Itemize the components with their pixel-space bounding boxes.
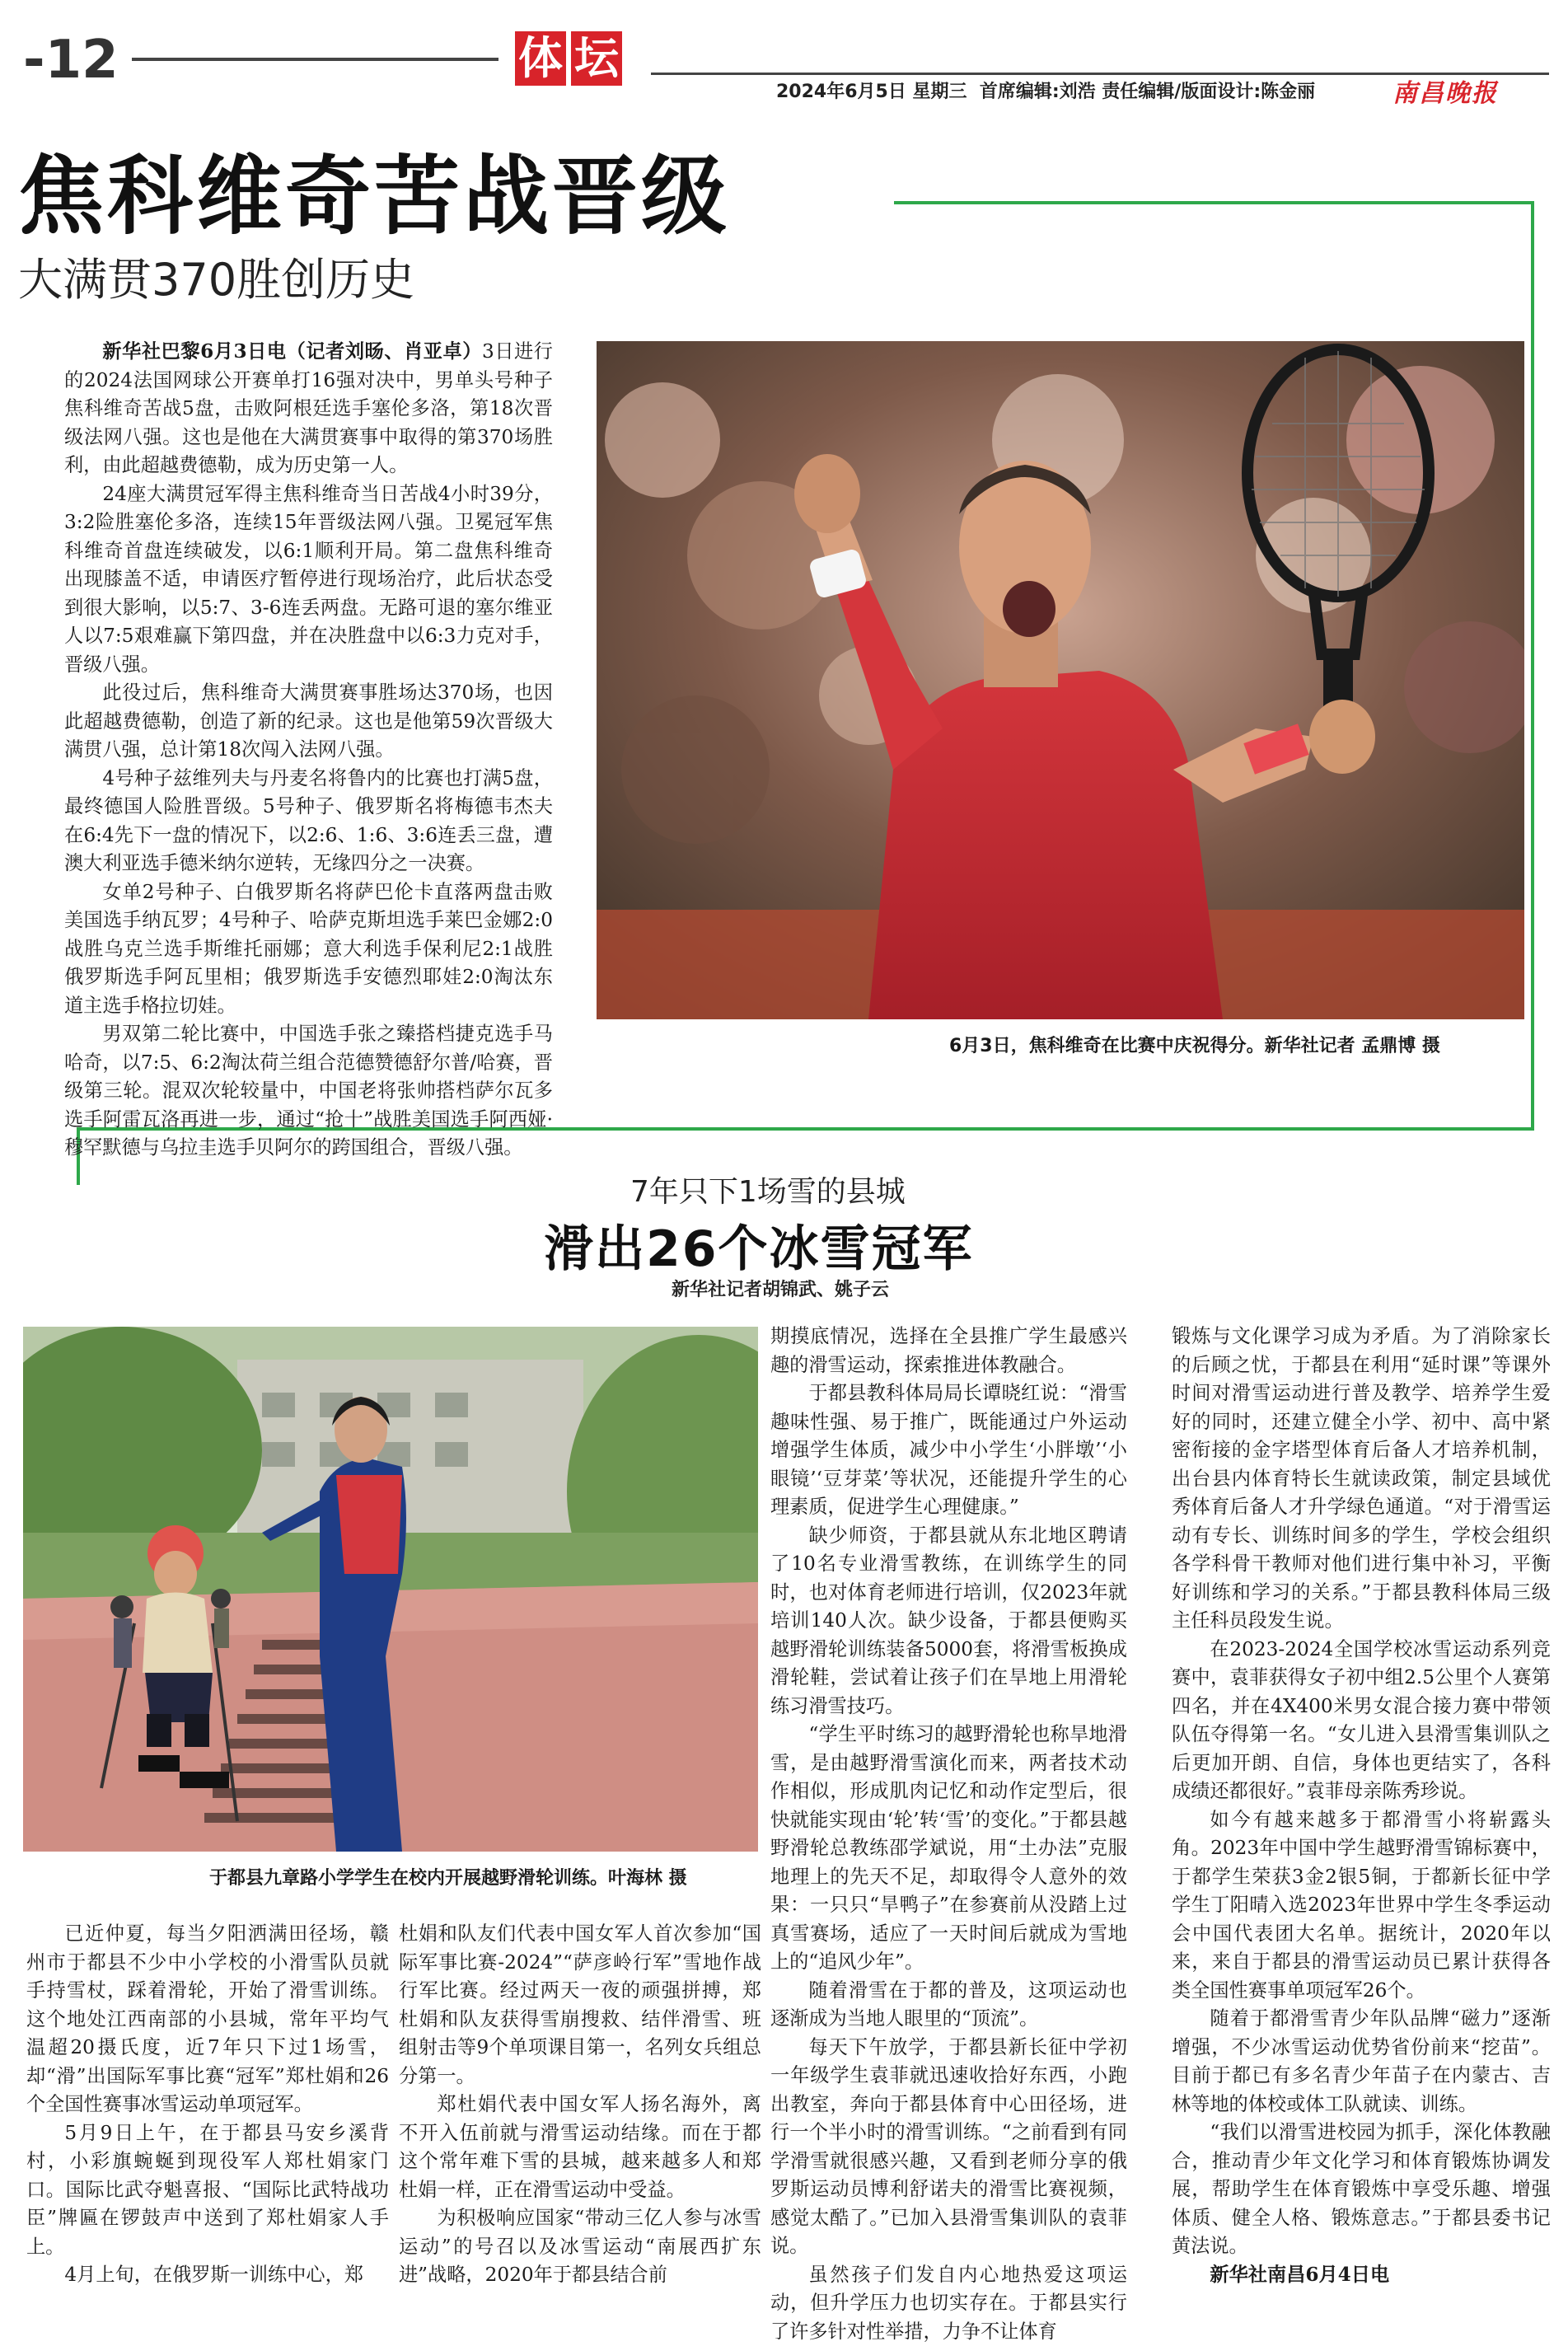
story2-col-d-para-2: 如今有越来越多于都滑雪小将崭露头角。2023年中国中学生越野滑雪锦标赛中，于都学生荣获3金2银5铜，于都新长征中学学生丁阳晴入选2023年世界中学生冬季运动会中国代表团大名单。据统计，2020年以来，来自于都县的滑雪运动员已累计获得各类全国性赛事单项冠军26个。 [1172,1806,1551,2006]
story2-col-a-para-2: 5月9日上午，在于都县马安乡溪背村，小彩旗蜿蜒到现役军人郑杜娟家门口。国际比武夺魁喜报、“国际比武特战功臣”牌匾在锣鼓声中送到了郑杜娟家人手上。 [26,2119,389,2262]
section-tag [515,31,622,94]
roller-ski-photo-caption: 于都县九章路小学学生在校内开展越野滑轮训练。叶海林 摄 [209,1864,687,1889]
newspaper-logo: 南昌晚报 [1392,73,1498,109]
story2-col-a-para-1: 已近仲夏，每当夕阳洒满田径场，赣州市于都县不少中小学校的小滑雪队员就手持雪杖，踩着滑轮，开始了滑雪训练。这个地处江西南部的小县城，常年平均气温超20摄氏度，近7年只下过1场雪，却“滑”出国际军事比赛“冠军”郑杜娟和26个全国性赛事冰雪运动单项冠军。 [26,1920,389,2119]
story2-byline: 新华社记者胡锦武、姚子云 [672,1276,889,1301]
story2-col-c-para-2: 缺少师资，于都县就从东北地区聘请了10名专业滑雪教练，在训练学生的同时，也对体育老师进行培训，仅2023年就培训140人次。缺少设备，于都县便购买越野滑轮训练装备5000套，将滑雪板换成滑轮鞋，尝试着让孩子们在旱地上用滑轮练习滑雪技巧。 [770,1522,1127,1721]
story2-col-b-para-2: 郑杜娟代表中国女军人扬名海外，离不开入伍前就与滑雪运动结缘。而在于都这个常年难下雪的县城，越来越多人和郑杜娟一样，正在滑雪运动中受益。 [399,2091,761,2204]
story2-col-d-para-1: 在2023-2024全国学校冰雪运动系列竞赛中，袁菲获得女子初中组2.5公里个人赛第四名，并在4X400米男女混合接力赛中带领队伍夺得第一名。“女儿进入县滑雪集训队之后更加开朗、自信，身体也更结实了，各科成绩还都很好。”袁菲母亲陈秀珍说。 [1172,1636,1551,1806]
green-frame-right [1531,201,1534,1131]
story1-body [64,338,553,1163]
story1-para-2: 24座大满贯冠军得主焦科维奇当日苦战4小时39分，3:2险胜塞伦多洛，连续15年晋级法网八强。卫冕冠军焦科维奇首盘连续破发，以6:1顺利开局。第二盘焦科维奇出现膝盖不适，申请医疗暂停进行现场治疗，此后状态受到很大影响，以5:7、3-6连丢两盘。无路可退的塞尔维亚人以7:5艰难赢下第四盘，并在决胜盘中以6:3力克对手，晋级八强。 [64,480,553,680]
tennis-photo [597,341,1524,1019]
story2-col-a [26,1920,389,2290]
tennis-photo-image [597,341,1524,1019]
roller-ski-photo [23,1327,758,1852]
story2-kicker: 7年只下1场雪的县城 [630,1168,906,1210]
roller-ski-photo-image [23,1327,758,1852]
story2-title: 滑出26个冰雪冠军 [544,1210,974,1281]
story1-para-4: 4号种子兹维列夫与丹麦名将鲁内的比赛也打满5盘，最终德国人险胜晋级。5号种子、俄罗斯名将梅德韦杰夫在6:4先下一盘的情况下，以2:6、1:6、3:6连丢三盘，遭澳大利亚选手德米纳尔逆转，无缘四分之一决赛。 [64,765,553,878]
story1-para-1: 新华社巴黎6月3日电（记者刘旸、肖亚卓）3日进行的2024法国网球公开赛单打16强对决中，男单头号种子焦科维奇苦战5盘，击败阿根廷选手塞伦多洛，第18次晋级法网八强。这也是他在大满贯赛事中取得的第370场胜利，由此超越费德勒，成为历史第一人。 [64,338,553,480]
story1-title: 焦科维奇苦战晋级 [18,147,730,246]
story2-col-b-para-3: 为积极响应国家“带动三亿人参与冰雪运动”的号召以及冰雪运动“南展西扩东进”战略，2020年于都县结合前 [399,2204,761,2290]
header-info: 2024年6月5日 星期三 首席编辑:刘浩 责任编辑/版面设计:陈金丽 [776,77,1315,103]
story1-dateline: 新华社巴黎6月3日电（记者刘旸、肖亚卓） [102,340,482,363]
section-tag-char-1: 体 [515,31,566,86]
story2-col-b [399,1920,761,2290]
story2-col-b-para-1: 杜娟和队友们代表中国女军人首次参加“国际军事比赛-2024”“萨彦岭行军”雪地作战行军比赛。经过两天一夜的顽强拼搏，郑杜娟和队友获得雪崩搜救、结伴滑雪、班组射击等9个单项课目第一，名列女兵组总分第一。 [399,1920,761,2091]
green-frame-top [894,201,1534,204]
story2-col-c-para-1: 于都县教科体局局长谭晓红说：“滑雪趣味性强、易于推广，既能通过户外运动增强学生体质，减少中小学生‘小胖墩’‘小眼镜’‘豆芽菜’等状况，还能提升学生的心理素质，促进学生心理健康。” [770,1379,1127,1522]
story2-col-c-para-4: 随着滑雪在于都的普及，这项运动也逐渐成为当地人眼里的“顶流”。 [770,1977,1127,2034]
story1-para-3: 此役过后，焦科维奇大满贯赛事胜场达370场，也因此超越费德勒，创造了新的纪录。这也是他第59次晋级大满贯八强，总计第18次闯入法网八强。 [64,679,553,765]
story2-col-d [1172,1323,1551,2289]
story1-para-6: 男双第二轮比赛中，中国选手张之臻搭档捷克选手马哈奇，以7:5、6:2淘汰荷兰组合范德赞德舒尔普/哈赛，晋级第三轮。混双次轮较量中，中国老将张帅搭档萨尔瓦多选手阿雷瓦洛再进一步，通过“抢十”战胜美国选手阿西娅·穆罕默德与乌拉圭选手贝阿尔的跨国组合，晋级八强。 [64,1020,553,1163]
tennis-photo-caption: 6月3日，焦科维奇在比赛中庆祝得分。新华社记者 孟鼎博 摄 [949,1032,1440,1057]
header-rule-left [132,58,498,61]
story2-col-d-sign: 新华社南昌6月4日电 [1172,2261,1551,2290]
page-number: -12 [23,31,119,89]
story2-col-d-para-4: “我们以滑雪进校园为抓手，深化体教融合，推动青少年文化学习和体育锻炼协调发展，帮助学生在体育锻炼中享受乐趣、增强体质、健全人格、锻炼意志。”于都县委书记黄法说。 [1172,2119,1551,2261]
story1-subtitle: 大满贯370胜创历史 [18,254,414,307]
story2-col-a-para-3: 4月上旬，在俄罗斯一训练中心，郑 [26,2261,389,2290]
section-tag-char-2: 坛 [571,31,622,86]
story1-para-5: 女单2号种子、白俄罗斯名将萨巴伦卡直落两盘击败美国选手纳瓦罗；4号种子、哈萨克斯坦选手莱巴金娜2:0战胜乌克兰选手斯维托丽娜；意大利选手保利尼2:1战胜俄罗斯选手阿瓦里相；俄罗斯选手安德烈耶娃2:0淘汰东道主选手格拉切娃。 [64,878,553,1021]
story2-col-c-para-5: 每天下午放学，于都县新长征中学初一年级学生袁菲就迅速收拾好东西，小跑出教室，奔向于都县体育中心田径场，进行一个半小时的滑雪训练。“之前看到有同学滑雪就很感兴趣，又看到老师分享的俄罗斯运动员博利舒诺夫的滑雪比赛视频，感觉太酷了。”已加入县滑雪集训队的袁菲说。 [770,2034,1127,2261]
story2-col-d-para-3: 随着于都滑雪青少年队品牌“磁力”逐渐增强，不少冰雪运动优势省份前来“挖苗”。目前于都已有多名青少年苗子在内蒙古、吉林等地的体校或体工队就读、训练。 [1172,2005,1551,2119]
story2-col-c-para-6: 虽然孩子们发自内心地热爱这项运动，但升学压力也切实存在。于都县实行了许多针对性举措，力争不让体育 [770,2261,1127,2346]
story2-col-d-para-0: 锻炼与文化课学习成为矛盾。为了消除家长的后顾之忧，于都县在利用“延时课”等课外时间对滑雪运动进行普及教学、培养学生爱好的同时，还建立健全小学、初中、高中紧密衔接的金字塔型体育后备人才培养机制，出台县内体育特长生就读政策，制定县域优秀体育后备人才升学绿色通道。“对于滑雪运动有专长、训练时间多的学生，学校会组织各学科骨干教师对他们进行集中补习，平衡好训练和学习的关系。”于都县教科体局三级主任科员段发生说。 [1172,1323,1551,1636]
story2-col-c-para-0: 期摸底情况，选择在全县推广学生最感兴趣的滑雪运动，探索推进体教融合。 [770,1323,1127,1379]
story2-col-c [770,1323,1127,2346]
story2-col-c-para-3: “学生平时练习的越野滑轮也称旱地滑雪，是由越野滑雪演化而来，两者技术动作相似，形成肌肉记忆和动作定型后，很快就能实现由‘轮’转‘雪’的变化。”于都县越野滑轮总教练邵学斌说，用“土办法”克服地理上的先天不足，却取得令人意外的效果：一只只“旱鸭子”在参赛前从没踏上过真雪赛场，适应了一天时间后就成为雪地上的“追风少年”。 [770,1721,1127,1977]
